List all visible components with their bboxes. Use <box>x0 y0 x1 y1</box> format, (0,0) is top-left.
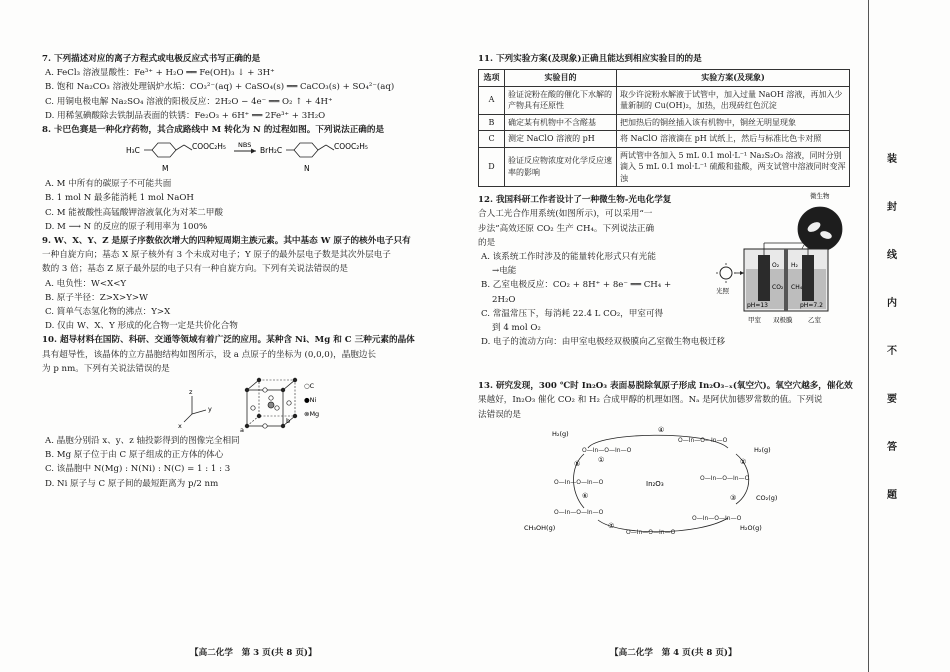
row-a-purpose: 验证淀粉在酸的催化下水解的产物具有还原性 <box>505 86 617 114</box>
q10-stem-1: 10. 超导材料在国防、科研、交通等领域有着广泛的应用。某种含 Ni、Mg 和 C 三种元素的晶体 <box>42 335 415 346</box>
q9-option-a: A. 电负性：W<X<Y <box>45 278 127 289</box>
q12-stem-1: 12. 我国科研工作者设计了一种微生物-光电化学复 <box>478 195 672 206</box>
header-plan: 实验方案(及现象) <box>617 70 850 87</box>
anode <box>758 255 770 301</box>
svg-text:⑦: ⑦ <box>608 521 615 530</box>
q12-stem-4: 的是 <box>478 237 496 248</box>
svg-text:⑤: ⑤ <box>574 459 581 468</box>
svg-text:⑥: ⑥ <box>582 491 589 500</box>
legend-magnesium: ⊗Mg <box>304 410 320 419</box>
svg-text:O—In—O—In—O: O—In—O—In—O <box>626 528 676 536</box>
q12-option-d: D. 电子的流动方向：由甲室电极经双极膜向乙室微生物电极迁移 <box>481 337 726 348</box>
q7-option-c: C. 用铜电极电解 Na₂SO₄ 溶液的阳极反应：2H₂O − 4e⁻ ══ O₂ ↑ + 4H⁺ <box>45 96 333 107</box>
n-right-group: COOC₂H₅ <box>334 142 368 152</box>
row-d-option: D <box>479 147 505 187</box>
m-benzene-ring <box>152 143 176 157</box>
svg-text:①: ① <box>598 455 605 464</box>
h2-in-right: H₂(g) <box>754 445 771 454</box>
point-b-label: b <box>286 417 291 426</box>
x-axis-label: x <box>178 422 182 431</box>
cube-back <box>259 380 295 416</box>
q7-option-d: D. 用稀氢碘酸除去铁制品表面的铁锈：Fe₂O₃ + 6H⁺ ══ 2Fe³⁺ + 3H₂O <box>45 110 326 121</box>
q8-option-a: A. M 中所有的碳原子不可能共面 <box>45 179 172 190</box>
crystal-cell-svg <box>42 376 437 434</box>
q11-stem: 11. 下列实验方案(及现象)正确且能达到相应实验目的的是 <box>478 54 702 64</box>
svg-text:O—In—O—In—O: O—In—O—In—O <box>692 514 742 522</box>
q12-stem-3: 步法”高效还原 CO₂ 生产 CH₄。下列说法正确 <box>478 223 655 234</box>
microbe-label: 微生物 <box>810 192 830 201</box>
right-column <box>478 52 853 552</box>
table-row <box>479 147 850 187</box>
legend-carbon: ○C <box>304 382 315 391</box>
q12-option-c-1: C. 常温常压下，每消耗 22.4 L CO₂，甲室可得 <box>481 308 664 319</box>
q12-block <box>478 193 850 379</box>
binding-rule <box>868 0 869 672</box>
catalytic-cycle-svg <box>478 422 850 552</box>
table-row <box>479 131 850 148</box>
q7-option-a: A. FeCl₃ 溶液显酸性：Fe³⁺ + H₂O ══ Fe(OH)₃ ↓ + 3H⁺ <box>45 68 275 79</box>
row-a-option: A <box>479 86 505 114</box>
x-axis <box>184 414 192 422</box>
svg-text:O—In—O—In—O: O—In—O—In—O <box>678 436 728 444</box>
q10-crystal-figure <box>42 376 437 434</box>
ph-left-label: pH=13 <box>747 302 768 310</box>
h2-label: H₂ <box>791 262 798 270</box>
q13-stem-1: 13. 研究发现，300 ℃时 In₂O₃ 表面易脱除氧原子形成 In₂O₃₋ₓ(氧空穴)。氧空穴越多，催化效 <box>478 381 853 392</box>
y-axis-label: y <box>208 405 212 414</box>
q10-stem-3: 为 p nm。下列有关说法错误的是 <box>42 363 170 374</box>
row-c-plan: 将 NaClO 溶液滴在 pH 试纸上，然后与标准比色卡对照 <box>617 131 850 148</box>
svg-text:③: ③ <box>730 493 737 502</box>
q12-cell-figure <box>714 189 850 339</box>
center-catalyst-label: In₂O₃ <box>646 479 664 488</box>
co2-in: CO₂(g) <box>756 493 778 502</box>
header-option: 选项 <box>479 70 505 87</box>
q12-option-a-2: →电能 <box>492 266 517 277</box>
methanol-out: CH₃OH(g) <box>524 523 556 532</box>
binding-instruction: 装 封 线 内 不 要 答 题 <box>887 154 897 501</box>
o2-label: O₂ <box>772 262 780 270</box>
sun-icon <box>720 267 732 279</box>
footer-page-4: 【高二化学 第 4 页(共 8 页)】 <box>610 648 737 658</box>
row-b-plan: 把加热后的铜丝插入该有机物中，铜丝无明显现象 <box>617 114 850 131</box>
q9-option-b: B. 原子半径：Z>X>Y>W <box>45 292 148 303</box>
q12-stem-2: 合人工光合作用系统(如图所示)，可以采用“一 <box>478 209 653 220</box>
q11-experiment-table <box>478 69 850 187</box>
q9-option-c: C. 简单气态氢化物的沸点：Y>X <box>45 307 171 318</box>
q10-stem-2: 具有超导性，该晶体的立方晶胞结构如图所示，设 a 点原子的坐标为 (0,0,0)，晶胞边长 <box>42 349 377 360</box>
svg-text:②: ② <box>740 457 747 466</box>
q8-option-b: B. 1 mol N 最多能消耗 1 mol NaOH <box>45 193 194 204</box>
q9-stem-2: 一种自旋方向；基态 X 原子核外有 3 个未成对电子；Y 原子的最外层电子数是其次外层电子 <box>42 250 391 261</box>
row-b-option: B <box>479 114 505 131</box>
q9-stem-1: 9. W、X、Y、Z 是原子序数依次增大的四种短周期主族元素。其中基态 W 原子的核外电子只有 <box>42 236 411 247</box>
svg-text:O—In—O—In—O: O—In—O—In—O <box>554 508 604 516</box>
svg-text:O—In—O—In—O: O—In—O—In—O <box>700 474 750 482</box>
microbe-zoom-circle <box>798 207 842 251</box>
ch4-label: CH₄ <box>791 284 803 292</box>
q10-option-b: B. Mg 原子位于由 C 原子组成的正方体的体心 <box>45 450 224 461</box>
q12-option-b-2: 2H₂O <box>492 294 516 305</box>
q9-stem-3: 数的 3 倍；基态 Z 原子最外层的电子只有一种自旋方向。下列有关说法错误的是 <box>42 264 348 275</box>
legend-nickel: ●Ni <box>304 396 317 405</box>
m-left-group: H₃C <box>126 146 140 156</box>
bipolar-membrane <box>784 249 788 311</box>
h2-in-left: H₂(g) <box>552 429 569 438</box>
q13-stem-2: 果越好，In₂O₃ 催化 CO₂ 和 H₂ 合成甲醇的机理如图。Nₐ 是阿伏加德罗常数的值。下列说 <box>478 395 823 406</box>
point-a-label: a <box>240 426 244 435</box>
y-axis <box>192 410 206 414</box>
q13-mechanism-figure <box>478 422 850 552</box>
q10-option-c: C. 该晶胞中 N(Mg) : N(Ni) : N(C) = 1 : 1 : 3 <box>45 464 231 475</box>
left-column <box>42 52 437 491</box>
row-c-purpose: 测定 NaClO 溶液的 pH <box>505 131 617 148</box>
svg-text:O—In—O—In—O: O—In—O—In—O <box>554 478 604 486</box>
footer-page-3: 【高二化学 第 3 页(共 8 页)】 <box>190 648 317 658</box>
table-row <box>479 114 850 131</box>
electrolysis-cell-svg <box>714 189 850 339</box>
right-chamber-label: 乙室 <box>808 316 821 325</box>
m-right-group: COOC₂H₅ <box>192 142 226 152</box>
q10-option-a: A. 晶胞分别沿 x、y、z 轴投影得到的图像完全相同 <box>45 436 240 447</box>
label-m: M <box>162 164 169 174</box>
q13-stem-3: 法错误的是 <box>478 409 521 420</box>
n-benzene-ring <box>294 143 318 157</box>
row-b-purpose: 确定某有机物中不含醛基 <box>505 114 617 131</box>
row-d-purpose: 验证反应物浓度对化学反应速率的影响 <box>505 147 617 187</box>
q12-option-c-2: 到 4 mol O₂ <box>492 323 541 334</box>
co2-label: CO₂ <box>772 284 784 292</box>
row-c-option: C <box>479 131 505 148</box>
light-label: 光照 <box>716 287 729 296</box>
row-d-plan: 两试管中各加入 5 mL 0.1 mol·L⁻¹ Na₂S₂O₃ 溶液，同时分别滴入 5 mL 0.1 mol·L⁻¹ 硫酸和盐酸，两支试管中溶液同时变浑浊 <box>617 147 850 187</box>
z-axis-label: z <box>189 388 193 397</box>
left-chamber-label: 甲室 <box>748 316 761 325</box>
q8-stem: 8. 卡巴色赛是一种化疗药物，其合成路线中 M 转化为 N 的过程如图。下列说法正确的是 <box>42 125 385 136</box>
table-header-row <box>479 70 850 87</box>
svg-text:④: ④ <box>658 425 665 434</box>
h2o-out: H₂O(g) <box>740 523 762 532</box>
magnesium-atom <box>268 402 274 408</box>
ph-right-label: pH=7.2 <box>800 302 823 310</box>
q8-reaction-figure <box>42 137 437 177</box>
q8-option-c: C. M 能被酸性高锰酸钾溶液氧化为对苯二甲酸 <box>45 207 223 218</box>
q12-option-a-1: A. 该系统工作时涉及的能量转化形式只有光能 <box>481 252 656 263</box>
label-n: N <box>304 164 310 174</box>
q10-option-d: D. Ni 原子与 C 原子间的最短距离为 p/2 nm <box>45 478 219 489</box>
n-left-group: BrH₂C <box>260 146 283 156</box>
q8-option-d: D. M ⟶ N 的反应的原子利用率为 100% <box>45 221 208 232</box>
cathode <box>802 255 814 301</box>
q7-stem: 7. 下列描述对应的离子方程式或电极反应式书写正确的是 <box>42 54 261 64</box>
svg-text:O—In—O—In—O: O—In—O—In—O <box>582 446 632 454</box>
q12-option-b-1: B. 乙室电极反应：CO₂ + 8H⁺ + 8e⁻ ══ CH₄ + <box>481 280 672 291</box>
membrane-label: 双极膜 <box>773 316 793 325</box>
q9-option-d: D. 仅由 W、X、Y 形成的化合物一定是共价化合物 <box>45 321 238 332</box>
q8-reaction-svg <box>42 137 437 177</box>
header-purpose: 实验目的 <box>505 70 617 87</box>
row-a-plan: 取少许淀粉水解液于试管中，加入过量 NaOH 溶液，再加入少量新制的 Cu(OH)₂，加热，出现砖红色沉淀 <box>617 86 850 114</box>
table-row <box>479 86 850 114</box>
q7-option-b: B. 饱和 Na₂CO₃ 溶液处理锅炉水垢：CO₃²⁻(aq) + CaSO₄(s) ══ CaCO₃(s) + SO₄²⁻(aq) <box>45 82 395 93</box>
reaction-reagent: NBS <box>238 141 252 150</box>
